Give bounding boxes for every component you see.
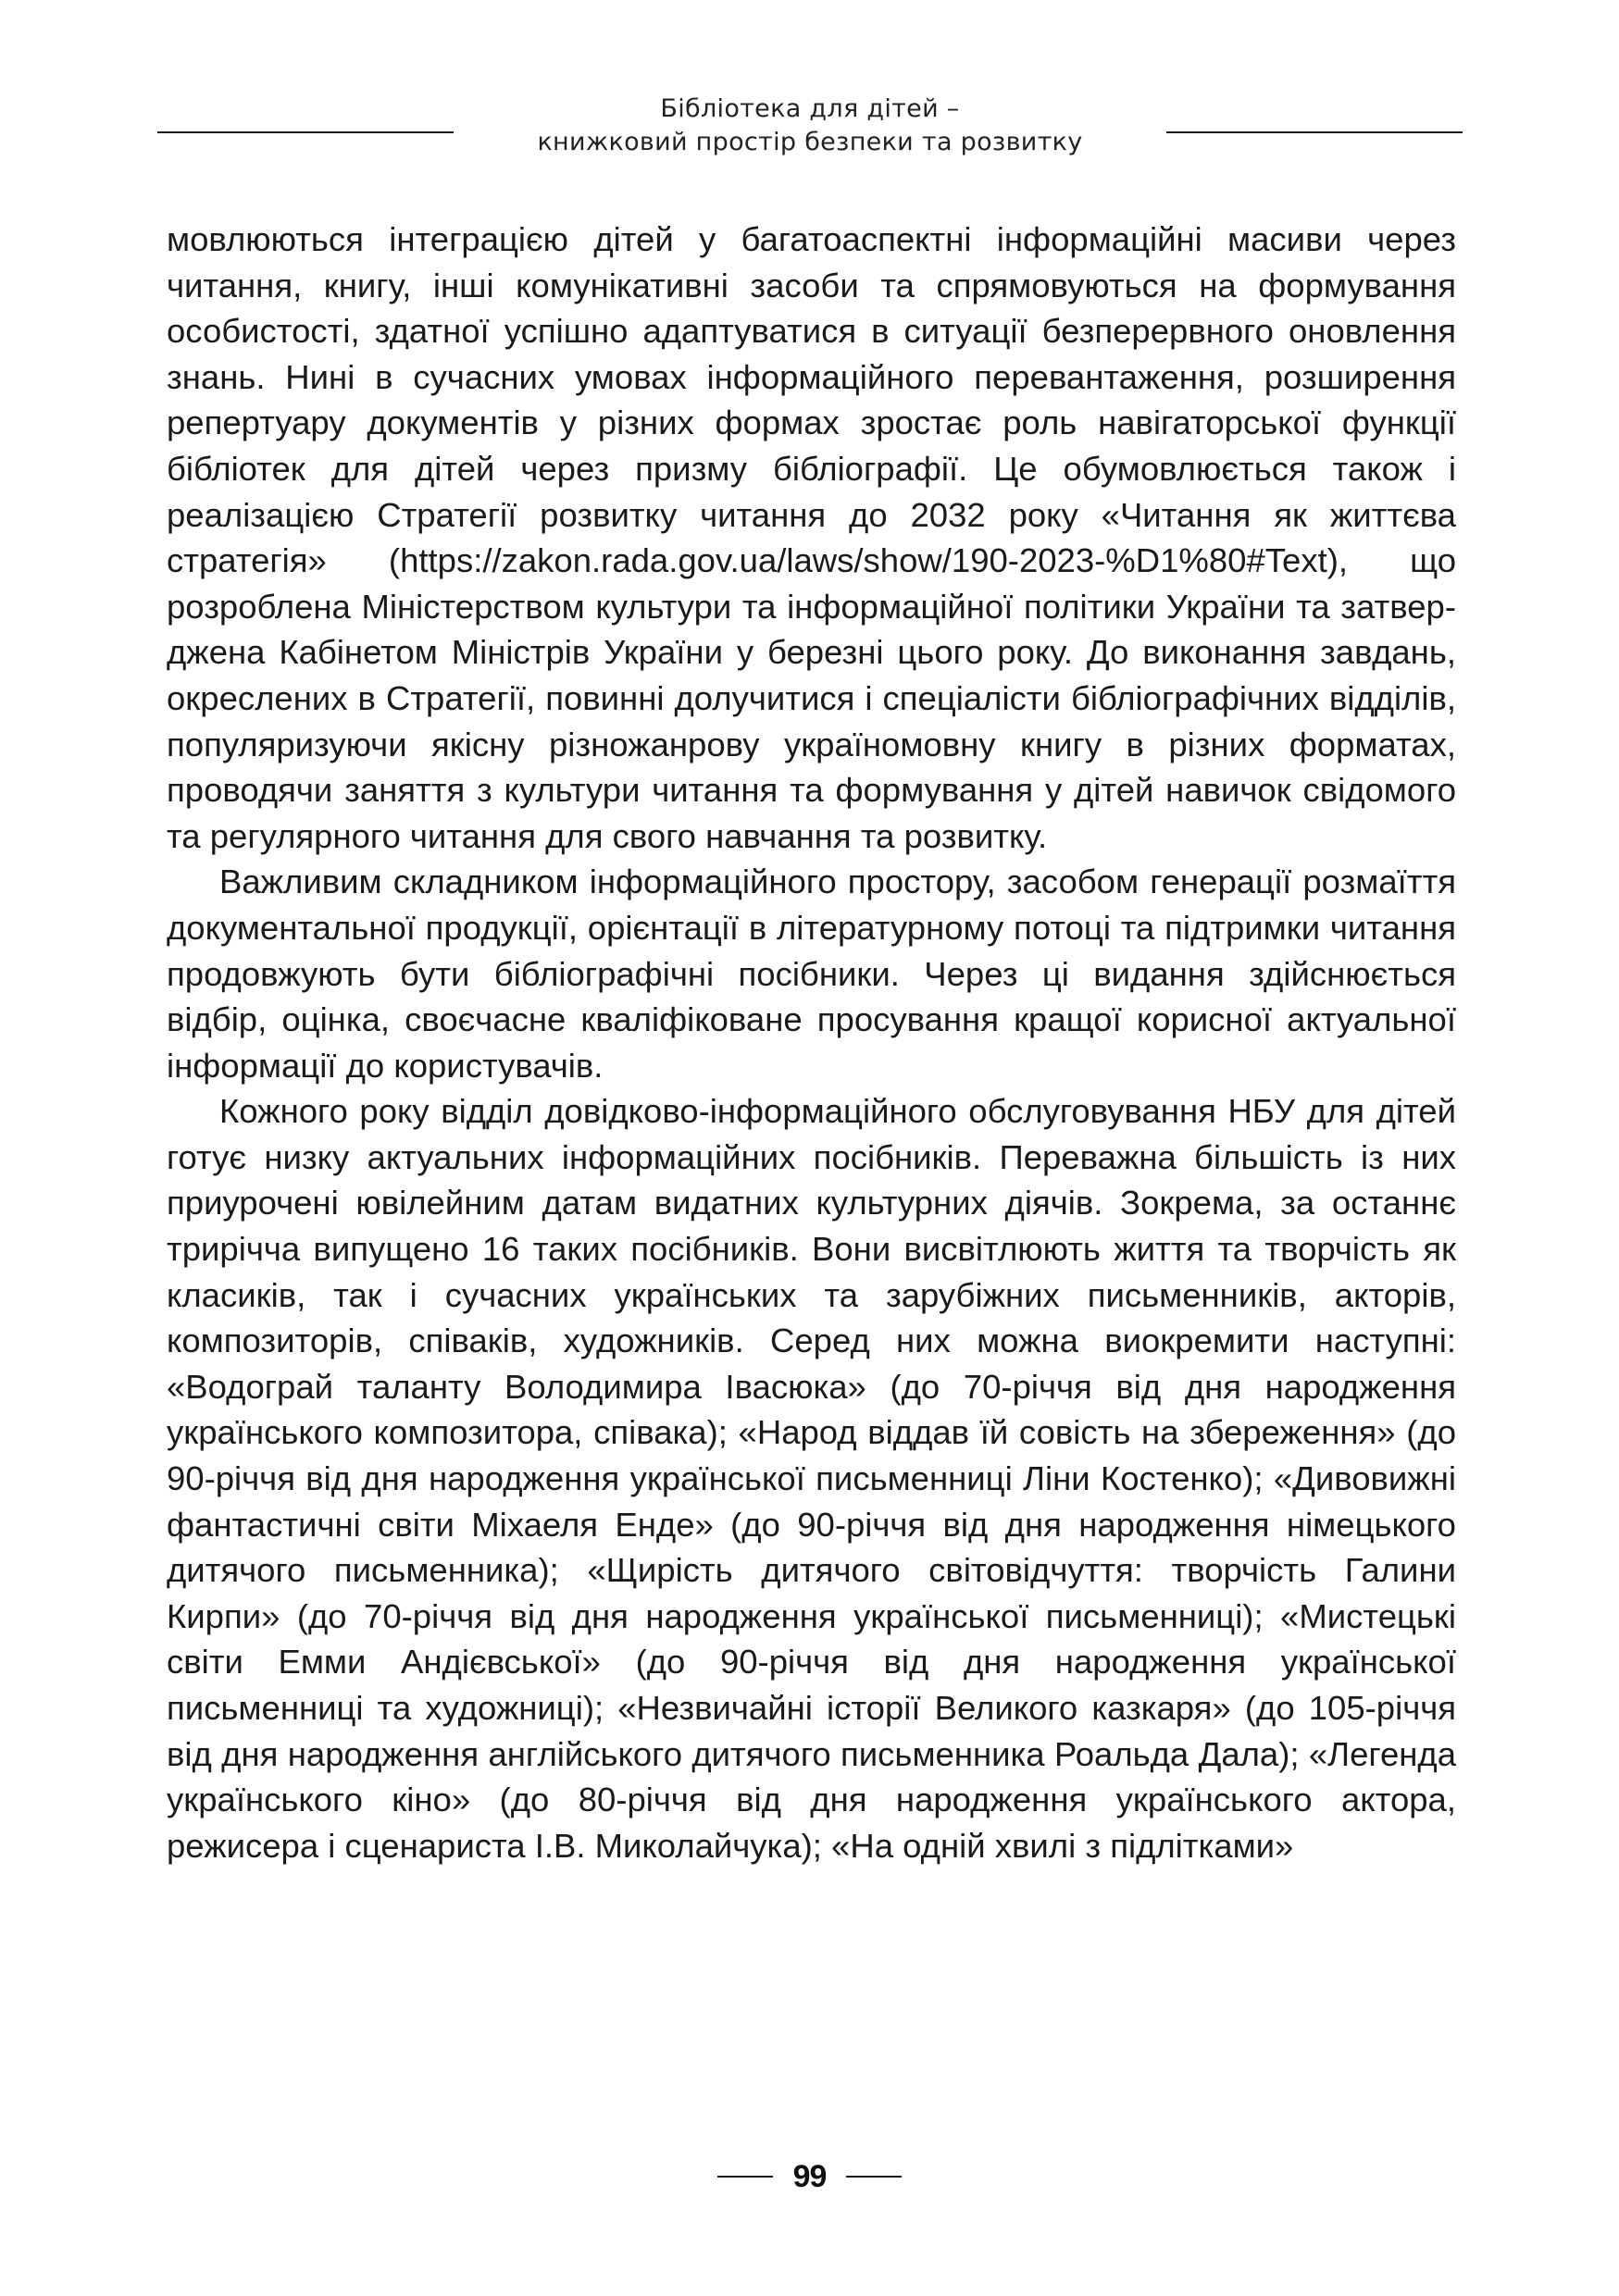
page-folio [0,2156,1619,2197]
running-header [157,93,1463,167]
paragraph-bibliographic-guides: Важливим складником інформаційного простору, засобом генерації розмаїття документальної продукції, орієнтації в літературному потоці та підтримки читання продовжують бути бібліографічні посібники. Через ці видання здійснюється відбір, оцінка, своєчасне кваліфіковане просування кращої корисної актуальної інформації до користувачів. [167,863,1456,1085]
page-number: 99 [792,2158,827,2194]
header-rule-right [1166,131,1463,133]
body-text [167,217,1456,1868]
folio-rule-right [846,2176,902,2178]
folio-rule-left [717,2176,773,2178]
running-header-line-2: книжковий простір безпеки та розвитку [537,128,1083,156]
running-header-title [472,93,1148,159]
running-header-line-1: Бібліотека для дітей – [660,94,960,123]
paragraph-department-publications: Кожного року відділ довідково-інформаційного обслуговування НБУ для дітей готує низку актуальних інформаційних посібників. Переважна більшість із них приурочені ювілейним датам видатних культурних діячів. Зокрема, за останнє трирічча випущено 16 таких посібників. Вони висвітлюють життя та творчість як класиків, так і сучасних українських та зарубіжних письменників, акторів, композиторів, співаків, художників. Серед них можна виокремити наступні: «Водограй таланту Володимира Івасюка» (до 70-річчя від дня народження українського композитора, співака); «Народ віддав їй совість на збереження» (до 90-річчя від дня народження української письменниці Ліни Костенко); «Дивовижні фантастичні світи Міхаеля Енде» (до 90-річчя від дня народження німецького дитячого письменника); «Щирість дитячого світовідчуття: творчість Галини Кирпи» (до 70-річчя від дня народження української письменниці); «Мистецькі світи Емми Андієвської» (до 90-річчя від дня народження української письменниці та художниці); «Незвичайні історії Великого казкаря» (до 105-річчя від дня народження англійського дитячого письменника Роальда Дала); «Легенда українського кіно» (до 80-річчя від дня народження українського актора, режисера і сценариста І.В. Миколайчука); «На одній хвилі з підлітками» [167,1092,1456,1865]
paragraph-continued: мовлюються інтеграцією дітей у багатоаспектні інформаційні масиви через читання, книгу, інші комунікативні засоби та спрямовуються на формування особистості, здатної успішно адаптуватися в ситуації безперервного оновлення знань. Нині в сучасних умовах інформаційного перевантаження, розширення репертуару документів у різних формах зростає роль навігаторської функції бібліотек для дітей через призму бібліографії. Це обумовлюється також і реалізацією Стратегії розвитку читання до 2032 року «Читання як життєва стратегія» (https://zakon.rada.gov.ua/laws/show/190-2023-%D1%80#Text), що розроблена Міністерством культури та інформаційної політики України та затверджена Кабінетом Міністрів України у березні цього року. До виконання завдань, окреслених в Стратегії, повинні долучитися і спеціалісти бібліографічних відділів, популяризуючи якісну різножанрову україномовну книгу в різних форматах, проводячи заняття з культури читання та формування у дітей навичок свідомого та регулярного читання для свого навчання та розвитку. [167,220,1456,855]
header-rule-left [157,131,454,133]
